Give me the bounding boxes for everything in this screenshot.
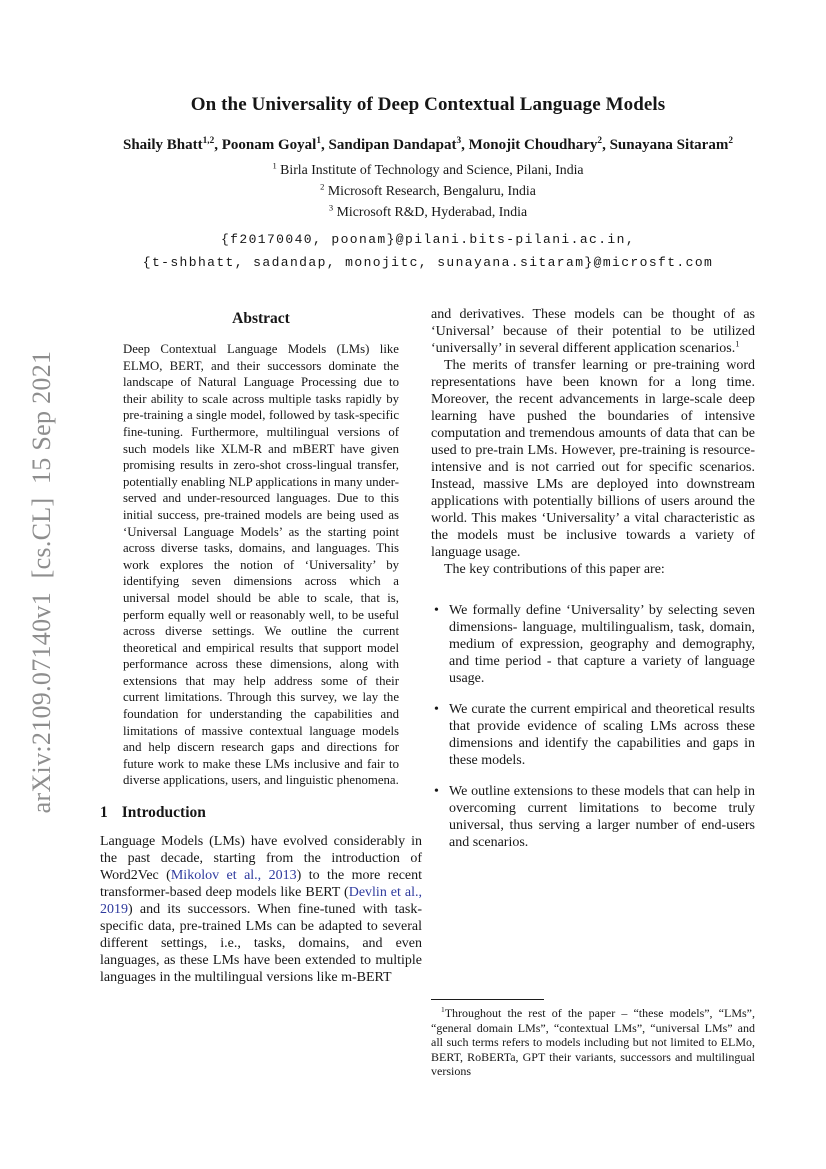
contribution-item-2: • We curate the current empirical and theoretical results that provide evidence of scaling LMs across these dimensions and identify the capabilities and gaps in these models. xyxy=(431,701,755,769)
text-run: , Sandipan Dandapat xyxy=(320,137,457,153)
superscript: 1,2 xyxy=(202,136,215,146)
contribution-item-3: • We outline extensions to these models that can help in overcoming current limitations to become truly universal, thus serving a larger number of end-users and scenarios. xyxy=(431,783,755,851)
footnote-rule xyxy=(431,999,544,1000)
text-run: Birla Institute of Technology and Science, Pilani, India xyxy=(276,162,584,177)
section-heading-introduction xyxy=(100,804,422,822)
affiliation-line-3 xyxy=(98,201,758,222)
body-paragraph-1 xyxy=(431,306,755,357)
affiliation-line-2 xyxy=(98,180,758,201)
text-run: Language Models (LMs) have evolved considerably in the past decade, starting from the introduction of Word2Vec ( xyxy=(100,834,422,884)
introduction-paragraph xyxy=(100,833,422,986)
contribution-item-1: • We formally define ‘Universality’ by selecting seven dimensions- language, multilingualism, task, domain, medium of expression, geography and demography, and time period - that capture a variety of language usage. xyxy=(431,602,755,687)
text-run: Microsoft Research, Bengaluru, India xyxy=(324,183,536,198)
text-run: and derivatives. These models can be thought of as ‘Universal’ because of their potential to be utilized ‘universally’ in several different application scenarios. xyxy=(431,307,755,356)
text-run: , Sunayana Sitaram xyxy=(602,137,729,153)
citation-link[interactable]: Mikolov et al., 2013 xyxy=(170,868,297,884)
authors-line xyxy=(98,137,758,154)
superscript: 1 xyxy=(441,1005,445,1014)
citation-link[interactable]: Devlin et al., 2019 xyxy=(100,885,423,918)
affiliation-line-1 xyxy=(98,159,758,180)
text-run: Throughout the rest of the paper – “these models”, “LMs”, “general domain LMs”, “contextual LMs”, “universal LMs” and all such terms refers to models including but not limited to ELMo, BERT, RoBERTa, GPT their variants, successors and multilingual versions xyxy=(431,1006,755,1078)
abstract-heading: Abstract xyxy=(232,310,290,327)
contributions-list xyxy=(431,602,755,851)
superscript: 1 xyxy=(735,338,740,349)
section-title: Introduction xyxy=(121,804,206,822)
footnote-block xyxy=(431,999,755,1079)
arxiv-watermark: arXiv:2109.07140v1 [cs.CL] 15 Sep 2021 xyxy=(27,350,56,814)
superscript: 3 xyxy=(456,136,462,146)
email-line-1: {f20170040, poonam}@pilani.bits-pilani.ac.in, xyxy=(220,232,636,247)
superscript: 3 xyxy=(328,202,334,213)
abstract-text: Deep Contextual Language Models (LMs) like ELMO, BERT, and their successors dominate the landscape of Natural Language Processing due to their ability to scale across multiple tasks rapidly by pre-training a single model, followed by task-specific fine-tuning. Furthermore, multilingual versions of such models like XLM-R and mBERT have given promising results in zero-shot cross-lingual transfer, potentially enabling NLP applications in many under-served and under-resourced languages. Due to this initial success, pre-trained models are being used as ‘Universal Language Models’ as the starting point across diverse tasks, domains, and languages. This work explores the notion of ‘Universality’ by identifying seven dimensions across which a universal model should be able to scale, that is, perform equally well or reasonably well, to be useful across diverse settings. We outline the current theoretical and empirical results that support model performance across these dimensions, along with extensions that may help address some of their current limitations. Through this survey, we lay the foundation for understanding the capabilities and limitations of massive contextual language models and help discern research gaps and directions for future work to make these LMs inclusive and fair to diverse applications, users, and linguistic phenomena. xyxy=(123,342,399,788)
superscript: 2 xyxy=(728,136,733,146)
paper-title: On the Universality of Deep Contextual Language Models xyxy=(190,94,666,115)
section-number: 1 xyxy=(100,804,108,822)
text-run: , Poonam Goyal xyxy=(214,137,317,153)
superscript: 1 xyxy=(272,160,277,171)
text-run: Microsoft R&D, Hyderabad, India xyxy=(333,204,528,219)
email-block xyxy=(98,229,758,274)
text-run: ) and its successors. When fine-tuned with task-specific data, pre-trained LMs can be adapted to several different settings, i.e., tasks, domains, and even languages, as these LMs have been extended to multiple languages in the multilingual versions like m-BERT xyxy=(100,902,422,986)
affiliations xyxy=(98,159,758,222)
superscript: 2 xyxy=(597,136,603,146)
superscript: 1 xyxy=(316,136,321,146)
email-line-2: {t-shbhatt, sadandap, monojitc, sunayana.sitaram}@microsft.com xyxy=(142,254,714,270)
paper-header xyxy=(98,94,758,274)
body-paragraph-2: The merits of transfer learning or pre-training word representations have been known for a long time. Moreover, the recent advancements in large-scale deep learning have pushed the boundaries of intensive computation and tremendous amounts of data that can be used to pre-train LMs. However, pre-training is resource-intensive and is not carried out for specific scenarios. Instead, massive LMs are deployed into downstream applications with potentially billions of users around the world. This makes ‘Universality’ a vital characteristic as the models must be inclusive towards a variety of language usage. xyxy=(431,358,755,560)
text-run: Shaily Bhatt xyxy=(123,137,203,153)
text-run: , Monojit Choudhary xyxy=(461,137,598,153)
right-column xyxy=(431,306,755,865)
left-column xyxy=(100,306,422,986)
superscript: 2 xyxy=(320,181,325,192)
text-run: ) to the more recent transformer-based deep models like BERT ( xyxy=(100,868,423,901)
body-paragraph-3: The key contributions of this paper are: xyxy=(444,562,665,577)
footnote-text xyxy=(431,1006,755,1079)
